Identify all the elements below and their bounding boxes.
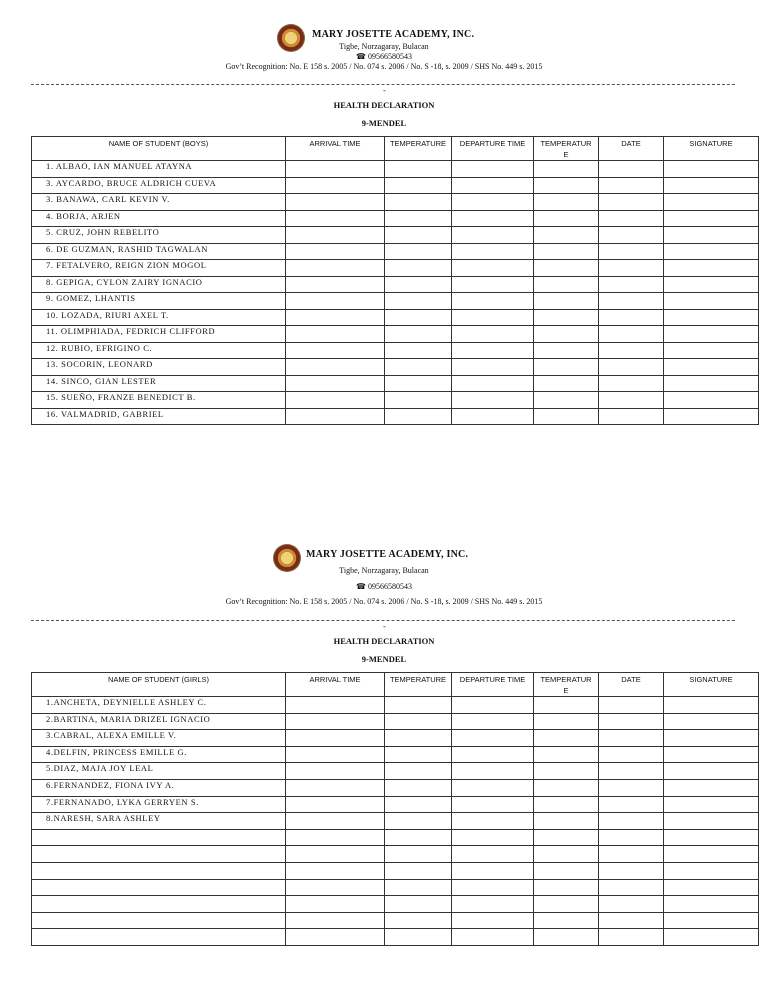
date-cell[interactable] (599, 763, 664, 780)
temperature-cell[interactable] (385, 375, 452, 392)
departure-time-cell[interactable] (452, 326, 534, 343)
date-cell[interactable] (599, 713, 664, 730)
temperature-cell[interactable] (385, 293, 452, 310)
departure-time-cell[interactable] (452, 309, 534, 326)
departure-temperature-cell[interactable] (534, 392, 599, 409)
date-header: DATE (599, 673, 664, 697)
temperature-cell[interactable] (385, 210, 452, 227)
temperature-cell[interactable] (385, 177, 452, 194)
signature-cell[interactable] (664, 713, 759, 730)
departure-time-cell[interactable] (452, 763, 534, 780)
government-recognition: Gov’t Recognition: No. E 158 s. 2005 / No. 074 s. 2006 / No. S -18, s. 2009 / SHS No. 449 s. 2015 (225, 597, 543, 606)
arrival-time-cell[interactable] (286, 243, 385, 260)
departure-time-cell[interactable] (452, 194, 534, 211)
date-cell[interactable] (599, 408, 664, 425)
departure-temperature-cell[interactable] (534, 293, 599, 310)
arrival-time-cell[interactable] (286, 210, 385, 227)
school-name: MARY JOSETTE ACADEMY, INC. (312, 29, 475, 40)
signature-cell[interactable] (664, 293, 759, 310)
student-name-cell: 2.BARTINA, MARIA DRIZEL IGNACIO (32, 713, 286, 730)
student-name-cell (32, 829, 286, 846)
signature-cell[interactable] (664, 862, 759, 879)
date-cell[interactable] (599, 730, 664, 747)
signature-cell[interactable] (664, 161, 759, 178)
departure-temperature-cell[interactable] (534, 813, 599, 830)
table-row (32, 912, 759, 929)
student-name-cell: 1.ANCHETA, DEYNIELLE ASHLEY C. (32, 697, 286, 714)
student-name-cell: 14. SINCO, GIAN LESTER (32, 375, 286, 392)
temperature-header: TEMPERATURE (385, 137, 452, 161)
arrival-time-cell[interactable] (286, 342, 385, 359)
table-row (32, 359, 759, 376)
table-row (32, 730, 759, 747)
student-name-cell: 16. VALMADRID, GABRIEL (32, 408, 286, 425)
departure-time-cell[interactable] (452, 243, 534, 260)
divider-mark: - (383, 622, 386, 631)
signature-cell[interactable] (664, 763, 759, 780)
boys-health-declaration (0, 0, 768, 500)
table-row (32, 697, 759, 714)
date-cell[interactable] (599, 929, 664, 946)
signature-cell[interactable] (664, 326, 759, 343)
arrival-time-cell[interactable] (286, 194, 385, 211)
table-row (32, 392, 759, 409)
student-name-cell (32, 912, 286, 929)
departure-time-cell[interactable] (452, 697, 534, 714)
temperature-cell[interactable] (385, 227, 452, 244)
departure-temperature-cell[interactable] (534, 326, 599, 343)
arrival-time-cell[interactable] (286, 177, 385, 194)
temperature-cell[interactable] (385, 829, 452, 846)
departure-temperature-header: TEMPERATURE (534, 137, 599, 161)
arrival-time-cell[interactable] (286, 846, 385, 863)
arrival-time-cell[interactable] (286, 408, 385, 425)
arrival-time-cell[interactable] (286, 309, 385, 326)
temperature-cell[interactable] (385, 243, 452, 260)
signature-cell[interactable] (664, 359, 759, 376)
signature-cell[interactable] (664, 730, 759, 747)
student-name-cell: 15. SUEÑO, FRANZE BENEDICT B. (32, 392, 286, 409)
departure-time-cell[interactable] (452, 779, 534, 796)
date-cell[interactable] (599, 161, 664, 178)
student-name-cell (32, 846, 286, 863)
table-row (32, 309, 759, 326)
table-row (32, 779, 759, 796)
student-name-cell: 7. FETALVERO, REIGN ZION MOGOL (32, 260, 286, 277)
departure-temperature-cell[interactable] (534, 276, 599, 293)
departure-time-cell[interactable] (452, 276, 534, 293)
temperature-cell[interactable] (385, 912, 452, 929)
arrival-time-cell[interactable] (286, 779, 385, 796)
departure-time-cell[interactable] (452, 746, 534, 763)
table-row (32, 746, 759, 763)
table-row (32, 862, 759, 879)
arrival-time-cell[interactable] (286, 862, 385, 879)
student-name-cell: 4.DELFIN, PRINCESS EMILLE G. (32, 746, 286, 763)
signature-cell[interactable] (664, 177, 759, 194)
signature-cell[interactable] (664, 746, 759, 763)
departure-time-cell[interactable] (452, 896, 534, 913)
arrival-time-cell[interactable] (286, 796, 385, 813)
date-cell[interactable] (599, 697, 664, 714)
signature-cell[interactable] (664, 813, 759, 830)
temperature-cell[interactable] (385, 713, 452, 730)
temperature-cell[interactable] (385, 161, 452, 178)
departure-time-cell[interactable] (452, 260, 534, 277)
temperature-cell[interactable] (385, 326, 452, 343)
table-row (32, 161, 759, 178)
departure-temperature-cell[interactable] (534, 746, 599, 763)
government-recognition: Gov’t Recognition: No. E 158 s. 2005 / No. 074 s. 2006 / No. S -18, s. 2009 / SHS No. 449 s. 2015 (225, 62, 543, 71)
signature-cell[interactable] (664, 227, 759, 244)
date-cell[interactable] (599, 392, 664, 409)
departure-time-cell[interactable] (452, 210, 534, 227)
departure-temperature-cell[interactable] (534, 243, 599, 260)
signature-cell[interactable] (664, 375, 759, 392)
form-title: HEALTH DECLARATION (333, 100, 435, 110)
arrival-time-cell[interactable] (286, 829, 385, 846)
departure-temperature-cell[interactable] (534, 260, 599, 277)
temperature-cell[interactable] (385, 408, 452, 425)
departure-temperature-cell[interactable] (534, 929, 599, 946)
temperature-cell[interactable] (385, 260, 452, 277)
departure-temperature-cell[interactable] (534, 713, 599, 730)
table-row (32, 326, 759, 343)
student-name-cell (32, 896, 286, 913)
table-row (32, 227, 759, 244)
student-name-cell: 6. DE GUZMAN, RASHID TAGWALAN (32, 243, 286, 260)
signature-cell[interactable] (664, 276, 759, 293)
temperature-cell[interactable] (385, 730, 452, 747)
table-header-row (32, 673, 759, 697)
student-name-cell: 6.FERNANDEZ, FIONA IVY A. (32, 779, 286, 796)
school-address: Tigbe, Norzagaray, Bulacan (339, 42, 429, 51)
signature-cell[interactable] (664, 210, 759, 227)
date-cell[interactable] (599, 746, 664, 763)
student-name-cell: 8. GEPIGA, CYLON ZAIRY IGNACIO (32, 276, 286, 293)
table-row (32, 929, 759, 946)
arrival-time-cell[interactable] (286, 161, 385, 178)
table-row (32, 243, 759, 260)
arrival-time-cell[interactable] (286, 929, 385, 946)
date-cell[interactable] (599, 276, 664, 293)
school-phone: ☎ 09566580543 (356, 52, 412, 61)
student-name-cell: 5. CRUZ, JOHN REBELITO (32, 227, 286, 244)
arrival-time-cell[interactable] (286, 879, 385, 896)
name-column-header: NAME OF STUDENT (GIRLS) (32, 673, 286, 697)
signature-cell[interactable] (664, 912, 759, 929)
signature-cell[interactable] (664, 392, 759, 409)
departure-time-cell[interactable] (452, 879, 534, 896)
departure-temperature-cell[interactable] (534, 763, 599, 780)
arrival-time-cell[interactable] (286, 697, 385, 714)
arrival-time-cell[interactable] (286, 912, 385, 929)
arrival-time-cell[interactable] (286, 293, 385, 310)
table-row (32, 342, 759, 359)
departure-time-cell[interactable] (452, 713, 534, 730)
date-cell[interactable] (599, 309, 664, 326)
departure-temperature-cell[interactable] (534, 829, 599, 846)
date-cell[interactable] (599, 779, 664, 796)
table-row (32, 408, 759, 425)
temperature-cell[interactable] (385, 846, 452, 863)
date-cell[interactable] (599, 896, 664, 913)
name-column-header: NAME OF STUDENT (BOYS) (32, 137, 286, 161)
temperature-cell[interactable] (385, 862, 452, 879)
temperature-cell[interactable] (385, 896, 452, 913)
arrival-time-cell[interactable] (286, 713, 385, 730)
girls-attendance-table (31, 672, 759, 946)
arrival-time-cell[interactable] (286, 276, 385, 293)
temperature-cell[interactable] (385, 796, 452, 813)
departure-temperature-cell[interactable] (534, 227, 599, 244)
table-row (32, 896, 759, 913)
departure-temperature-cell[interactable] (534, 779, 599, 796)
signature-cell[interactable] (664, 260, 759, 277)
table-row (32, 846, 759, 863)
date-cell[interactable] (599, 177, 664, 194)
table-row (32, 375, 759, 392)
departure-time-cell[interactable] (452, 293, 534, 310)
signature-cell[interactable] (664, 896, 759, 913)
school-address: Tigbe, Norzagaray, Bulacan (339, 566, 429, 575)
temperature-cell[interactable] (385, 309, 452, 326)
section-name: 9-MENDEL (361, 118, 407, 128)
student-name-cell: 3. BANAWA, CARL KEVIN V. (32, 194, 286, 211)
departure-time-cell[interactable] (452, 342, 534, 359)
date-cell[interactable] (599, 829, 664, 846)
arrival-time-cell[interactable] (286, 746, 385, 763)
date-cell[interactable] (599, 359, 664, 376)
table-row (32, 293, 759, 310)
date-cell[interactable] (599, 879, 664, 896)
date-header: DATE (599, 137, 664, 161)
student-name-cell: 1. ALBAO, IAN MANUEL ATAYNA (32, 161, 286, 178)
arrival-time-cell[interactable] (286, 227, 385, 244)
student-name-cell: 13. SOCORIN, LEONARD (32, 359, 286, 376)
departure-temperature-cell[interactable] (534, 730, 599, 747)
form-title: HEALTH DECLARATION (333, 636, 435, 646)
student-name-cell: 3. AYCARDO, BRUCE ALDRICH CUEVA (32, 177, 286, 194)
departure-temperature-cell[interactable] (534, 846, 599, 863)
departure-time-cell[interactable] (452, 227, 534, 244)
arrival-time-cell[interactable] (286, 813, 385, 830)
date-cell[interactable] (599, 227, 664, 244)
departure-temperature-cell[interactable] (534, 309, 599, 326)
student-name-cell: 4. BORJA, ARJEN (32, 210, 286, 227)
student-name-cell: 5.DIAZ, MAJA JOY LEAL (32, 763, 286, 780)
departure-temperature-cell[interactable] (534, 408, 599, 425)
date-cell[interactable] (599, 796, 664, 813)
arrival-time-cell[interactable] (286, 359, 385, 376)
departure-temperature-cell[interactable] (534, 697, 599, 714)
divider (31, 84, 735, 85)
arrival-time-cell[interactable] (286, 375, 385, 392)
date-cell[interactable] (599, 326, 664, 343)
temperature-cell[interactable] (385, 392, 452, 409)
departure-temperature-cell[interactable] (534, 375, 599, 392)
signature-cell[interactable] (664, 342, 759, 359)
table-header-row (32, 137, 759, 161)
arrival-time-header: ARRIVAL TIME (286, 137, 385, 161)
signature-cell[interactable] (664, 796, 759, 813)
departure-time-cell[interactable] (452, 375, 534, 392)
student-name-cell: 3.CABRAL, ALEXA EMILLE V. (32, 730, 286, 747)
temperature-header: TEMPERATURE (385, 673, 452, 697)
departure-temperature-cell[interactable] (534, 161, 599, 178)
table-row (32, 276, 759, 293)
temperature-cell[interactable] (385, 276, 452, 293)
student-name-cell: 11. OLIMPHIADA, FEDRICH CLIFFORD (32, 326, 286, 343)
table-row (32, 879, 759, 896)
departure-temperature-cell[interactable] (534, 177, 599, 194)
departure-time-cell[interactable] (452, 359, 534, 376)
departure-time-cell[interactable] (452, 161, 534, 178)
signature-header: SIGNATURE (664, 673, 759, 697)
departure-temperature-header: TEMPERATURE (534, 673, 599, 697)
departure-temperature-cell[interactable] (534, 862, 599, 879)
date-cell[interactable] (599, 846, 664, 863)
signature-header: SIGNATURE (664, 137, 759, 161)
temperature-cell[interactable] (385, 697, 452, 714)
signature-cell[interactable] (664, 829, 759, 846)
student-name-cell: 7.FERNANADO, LYKA GERRYEN S. (32, 796, 286, 813)
departure-time-cell[interactable] (452, 392, 534, 409)
arrival-time-cell[interactable] (286, 260, 385, 277)
signature-cell[interactable] (664, 697, 759, 714)
signature-cell[interactable] (664, 408, 759, 425)
signature-cell[interactable] (664, 779, 759, 796)
date-cell[interactable] (599, 912, 664, 929)
student-name-cell (32, 862, 286, 879)
school-name: MARY JOSETTE ACADEMY, INC. (306, 549, 469, 560)
departure-temperature-cell[interactable] (534, 879, 599, 896)
arrival-time-cell[interactable] (286, 730, 385, 747)
signature-cell[interactable] (664, 846, 759, 863)
departure-temperature-cell[interactable] (534, 194, 599, 211)
departure-temperature-cell[interactable] (534, 210, 599, 227)
arrival-time-header: ARRIVAL TIME (286, 673, 385, 697)
student-name-cell: 8.NARESH, SARA ASHLEY (32, 813, 286, 830)
date-cell[interactable] (599, 194, 664, 211)
signature-cell[interactable] (664, 194, 759, 211)
departure-time-cell[interactable] (452, 408, 534, 425)
school-phone: ☎ 09566580543 (356, 582, 412, 591)
student-name-cell (32, 929, 286, 946)
signature-cell[interactable] (664, 309, 759, 326)
temperature-cell[interactable] (385, 763, 452, 780)
student-name-cell (32, 879, 286, 896)
date-cell[interactable] (599, 243, 664, 260)
date-cell[interactable] (599, 813, 664, 830)
divider (31, 620, 735, 621)
student-name-cell: 12. RUBIO, EFRIGINO C. (32, 342, 286, 359)
temperature-cell[interactable] (385, 779, 452, 796)
temperature-cell[interactable] (385, 342, 452, 359)
boys-attendance-table (31, 136, 759, 425)
table-row (32, 763, 759, 780)
temperature-cell[interactable] (385, 194, 452, 211)
table-row (32, 194, 759, 211)
temperature-cell[interactable] (385, 359, 452, 376)
temperature-cell[interactable] (385, 746, 452, 763)
temperature-cell[interactable] (385, 929, 452, 946)
departure-time-cell[interactable] (452, 813, 534, 830)
arrival-time-cell[interactable] (286, 326, 385, 343)
signature-cell[interactable] (664, 879, 759, 896)
date-cell[interactable] (599, 342, 664, 359)
table-row (32, 177, 759, 194)
arrival-time-cell[interactable] (286, 896, 385, 913)
departure-temperature-cell[interactable] (534, 912, 599, 929)
date-cell[interactable] (599, 375, 664, 392)
table-row (32, 829, 759, 846)
departure-time-cell[interactable] (452, 929, 534, 946)
departure-time-cell[interactable] (452, 846, 534, 863)
date-cell[interactable] (599, 260, 664, 277)
student-name-cell: 9. GOMEZ, LHANTIS (32, 293, 286, 310)
departure-time-header: DEPARTURE TIME (452, 673, 534, 697)
temperature-cell[interactable] (385, 879, 452, 896)
departure-temperature-cell[interactable] (534, 359, 599, 376)
section-name: 9-MENDEL (361, 654, 407, 664)
departure-time-header: DEPARTURE TIME (452, 137, 534, 161)
date-cell[interactable] (599, 862, 664, 879)
departure-time-cell[interactable] (452, 796, 534, 813)
table-row (32, 210, 759, 227)
departure-temperature-cell[interactable] (534, 896, 599, 913)
departure-time-cell[interactable] (452, 912, 534, 929)
departure-time-cell[interactable] (452, 177, 534, 194)
signature-cell[interactable] (664, 929, 759, 946)
departure-temperature-cell[interactable] (534, 342, 599, 359)
table-row (32, 713, 759, 730)
school-seal-icon (273, 544, 301, 572)
table-row (32, 813, 759, 830)
arrival-time-cell[interactable] (286, 763, 385, 780)
date-cell[interactable] (599, 293, 664, 310)
temperature-cell[interactable] (385, 813, 452, 830)
departure-time-cell[interactable] (452, 862, 534, 879)
divider-mark: - (383, 86, 386, 95)
departure-time-cell[interactable] (452, 829, 534, 846)
signature-cell[interactable] (664, 243, 759, 260)
student-name-cell: 10. LOZADA, RIURI AXEL T. (32, 309, 286, 326)
table-row (32, 796, 759, 813)
date-cell[interactable] (599, 210, 664, 227)
departure-temperature-cell[interactable] (534, 796, 599, 813)
departure-time-cell[interactable] (452, 730, 534, 747)
arrival-time-cell[interactable] (286, 392, 385, 409)
table-row (32, 260, 759, 277)
